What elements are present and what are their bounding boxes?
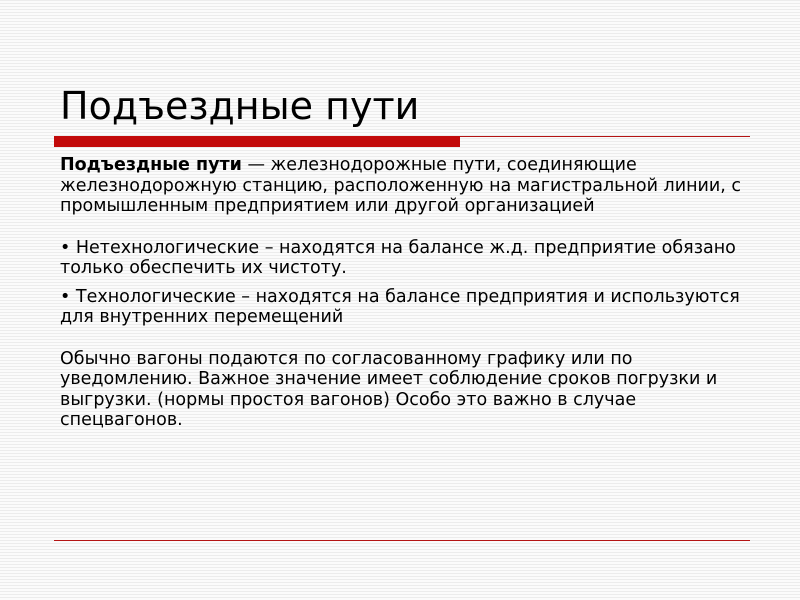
- slide-title: Подъездные пути: [60, 84, 420, 128]
- note-paragraph: Обычно вагоны подаются по согласованному графику или по уведомлению. Важное значение имеет соблюдение сроков погрузки и выгрузки. (нормы простоя вагонов) Особо это важно в случае спецвагонов.: [60, 348, 718, 430]
- definition-paragraph: [60, 155, 750, 217]
- definition-term: Подъездные пути: [60, 155, 242, 175]
- slide-body: [60, 155, 750, 431]
- bullet-item-non-technological: • Нетехнологические – находятся на балансе ж.д. предприятие обязано только обеспечить их чистоту.: [60, 237, 736, 278]
- definition-text: — железнодорожные пути, соединяющие железнодорожную станцию, расположенную на магистральной линии, с промышленным предприятием или другой организацией: [60, 155, 742, 216]
- footer-divider-line: [54, 540, 750, 541]
- title-divider-line: [460, 136, 750, 137]
- bullet-item-technological: • Технологические – находятся на балансе предприятия и используются для внутренних перемещений: [60, 286, 740, 327]
- title-accent-bar: [54, 136, 460, 147]
